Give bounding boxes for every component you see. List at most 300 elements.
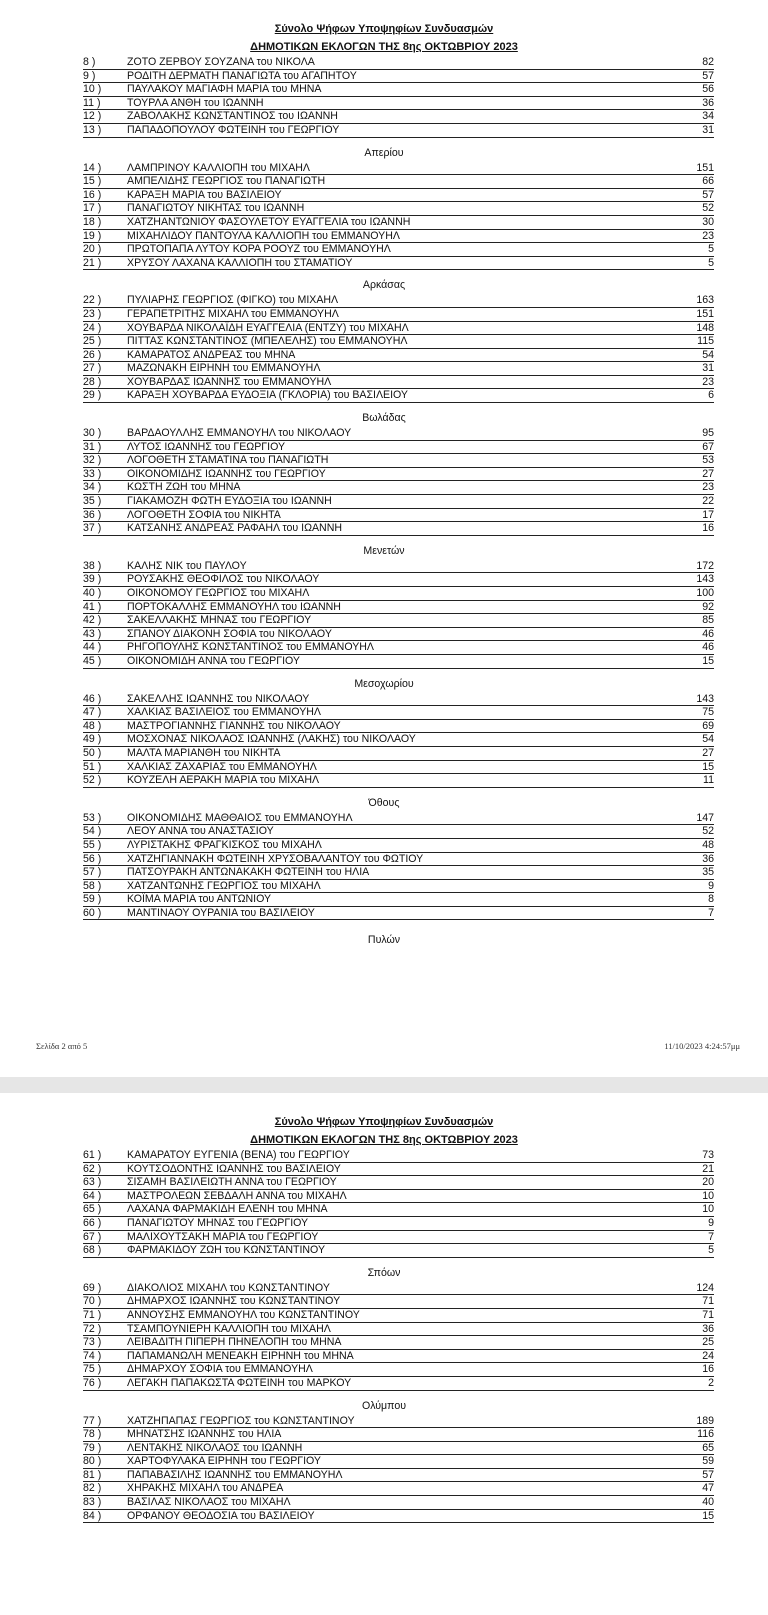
- vote-count: 23: [702, 229, 714, 242]
- candidate-row: [83, 70, 714, 84]
- candidate-name: ΣΙΣΑΜΗ ΒΑΣΙΛΕΙΩΤΗ ΑΝΝΑ του ΓΕΩΡΓΙΟΥ: [127, 1176, 337, 1189]
- vote-count: 54: [702, 733, 714, 746]
- vote-count: 75: [702, 706, 714, 719]
- section-heading: Ολύμπου: [361, 1399, 407, 1412]
- candidate-number: 58 ): [83, 879, 102, 892]
- vote-count: 52: [702, 825, 714, 838]
- candidate-number: 14 ): [83, 161, 102, 174]
- vote-count: 5: [708, 256, 714, 269]
- candidate-number: 73 ): [83, 1336, 102, 1349]
- candidate-row: [83, 175, 714, 189]
- candidate-row: [83, 1282, 714, 1296]
- vote-count: 92: [702, 600, 714, 613]
- candidate-number: 39 ): [83, 573, 102, 586]
- candidate-row: [83, 825, 714, 839]
- candidate-name: ΣΠΑΝΟΥ ΔΙΑΚΟΝΗ ΣΟΦΙΑ του ΝΙΚΟΛΑΟΥ: [127, 627, 332, 640]
- page-title: Σύνολο Ψήφων Υποψηφίων Συνδυασμών: [274, 1116, 494, 1128]
- candidate-name: ΠΙΤΤΑΣ ΚΩΝΣΤΑΝΤΙΝΟΣ (ΜΠΕΛΕΛΗΣ) του ΕΜΜΑΝΟΥΗΛ: [127, 335, 408, 348]
- vote-count: 15: [702, 654, 714, 667]
- candidate-row: [83, 294, 714, 308]
- candidate-number: 51 ): [83, 760, 102, 773]
- candidate-name: ΜΑΛΤΑ ΜΑΡΙΑΝΘΗ του ΝΙΚΗΤΑ: [127, 746, 281, 759]
- vote-count: 57: [702, 69, 714, 82]
- candidate-row: [83, 495, 714, 509]
- vote-count: 47: [702, 1482, 714, 1495]
- candidate-name: ΧΟΥΒΑΡΔΑ ΝΙΚΟΛΑΪΔΗ ΕΥΑΓΓΕΛΙΑ (ΕΝΤΖΥ) του ΜΙΧΑΗΛ: [127, 321, 409, 334]
- candidate-number: 16 ): [83, 188, 102, 201]
- candidate-name: ΔΙΑΚΟΛΙΟΣ ΜΙΧΑΗΛ του ΚΩΝΣΤΑΝΤΙΝΟΥ: [127, 1281, 330, 1294]
- vote-count: 95: [702, 427, 714, 440]
- candidate-number: 29 ): [83, 389, 102, 402]
- candidate-name: ΧΗΡΑΚΗΣ ΜΙΧΑΗΛ του ΑΝΔΡΕΑ: [127, 1482, 284, 1495]
- vote-count: 2: [708, 1376, 714, 1389]
- candidate-name: ΓΙΑΚΑΜΟΖΗ ΦΩΤΗ ΕΥΔΟΞΙΑ του ΙΩΑΝΝΗ: [127, 495, 332, 508]
- candidate-row: [83, 1350, 714, 1364]
- candidate-row: [83, 110, 714, 124]
- candidate-name: ΑΝΝΟΥΣΗΣ ΕΜΜΑΝΟΥΗΛ του ΚΩΝΣΤΑΝΤΙΝΟΥ: [127, 1308, 360, 1321]
- candidate-name: ΠΑΝΑΓΙΩΤΟΥ ΜΗΝΑΣ του ΓΕΩΡΓΙΟΥ: [127, 1216, 309, 1229]
- candidate-row: [83, 362, 714, 376]
- candidate-name: ΑΜΠΕΛΙΔΗΣ ΓΕΩΡΓΙΟΣ του ΠΑΝΑΓΙΩΤΗ: [127, 175, 326, 188]
- candidate-name: ΛΕΝΤΑΚΗΣ ΝΙΚΟΛΑΟΣ του ΙΩΑΝΝΗ: [127, 1441, 303, 1454]
- vote-count: 11: [703, 774, 714, 787]
- candidate-number: 21 ): [83, 256, 102, 269]
- candidate-row: [83, 1442, 714, 1456]
- candidate-number: 35 ): [83, 495, 102, 508]
- page-title: Σύνολο Ψήφων Υποψηφίων Συνδυασμών: [274, 23, 494, 35]
- candidate-row: [83, 573, 714, 587]
- vote-count: 151: [696, 307, 714, 320]
- candidate-row: [83, 1415, 714, 1429]
- candidate-row: [83, 124, 714, 138]
- candidate-name: ΛΟΓΟΘΕΤΗ ΣΤΑΜΑΤΙΝΑ του ΠΑΝΑΓΙΩΤΗ: [127, 454, 329, 467]
- candidate-row: [83, 1163, 714, 1177]
- candidate-row: [83, 1428, 714, 1442]
- candidate-number: 19 ): [83, 229, 102, 242]
- candidate-number: 13 ): [83, 123, 102, 136]
- vote-count: 172: [696, 559, 714, 572]
- vote-count: 36: [702, 1322, 714, 1335]
- candidate-row: [83, 243, 714, 257]
- candidate-name: ΛΑΧΑΝΑ ΦΑΡΜΑΚΙΔΗ ΕΛΕΝΗ του ΜΗΝΑ: [127, 1203, 328, 1216]
- candidate-name: ΖΟΤΟ ΖΕΡΒΟΥ ΣΟΥΖΑΝΑ του ΝΙΚΟΛΑ: [127, 56, 315, 68]
- vote-count: 56: [702, 83, 714, 96]
- candidate-number: 30 ): [83, 427, 102, 440]
- candidate-name: ΔΗΜΑΡΧΟΥ ΣΟΦΙΑ του ΕΜΜΑΝΟΥΗΛ: [127, 1363, 313, 1376]
- vote-count: 54: [702, 348, 714, 361]
- vote-count: 15: [702, 1509, 714, 1522]
- candidate-name: ΚΟΥΤΣΟΔΟΝΤΗΣ ΙΩΑΝΝΗΣ του ΒΑΣΙΛΕΙΟΥ: [127, 1162, 341, 1175]
- candidate-row: [83, 1496, 714, 1510]
- section-heading: Μενετών: [363, 544, 405, 557]
- candidate-number: 76 ): [83, 1376, 102, 1389]
- page-subtitle: ΔΗΜΟΤΙΚΩΝ ΕΚΛΟΓΩΝ ΤΗΣ 8ης ΟΚΤΩΒΡΙΟΥ 2023: [250, 1134, 518, 1146]
- candidate-name: ΒΑΣΙΛΑΣ ΝΙΚΟΛΑΟΣ του ΜΙΧΑΗΛ: [127, 1496, 291, 1509]
- candidate-number: 56 ): [83, 852, 102, 865]
- section-heading: Αρκάσας: [362, 279, 406, 292]
- vote-count: 27: [702, 746, 714, 759]
- vote-count: 124: [696, 1281, 714, 1294]
- results-page-3: [0, 1093, 768, 1615]
- vote-count: 31: [702, 123, 714, 136]
- vote-count: 31: [702, 362, 714, 375]
- candidate-name: ΚΩΣΤΗ ΖΩΗ του ΜΗΝΑ: [127, 481, 241, 494]
- section-heading: Απερίου: [364, 146, 404, 159]
- candidate-number: 15 ): [83, 175, 102, 188]
- candidate-name: ΟΡΦΑΝΟΥ ΘΕΟΔΟΣΙΑ του ΒΑΣΙΛΕΙΟΥ: [127, 1509, 315, 1522]
- vote-count: 143: [696, 692, 714, 705]
- candidate-name: ΚΑΛΗΣ ΝΙΚ του ΠΑΥΛΟΥ: [127, 559, 247, 572]
- vote-count: 143: [696, 573, 714, 586]
- candidate-number: 81 ): [83, 1468, 102, 1481]
- candidate-row: [83, 614, 714, 628]
- candidate-row: [83, 774, 714, 788]
- candidate-name: ΖΑΒΟΛΑΚΗΣ ΚΩΝΣΤΑΝΤΙΝΟΣ του ΙΩΑΝΝΗ: [127, 110, 338, 123]
- candidate-name: ΜΑΣΤΡΟΓΙΑΝΝΗΣ ΓΙΑΝΝΗΣ του ΝΙΚΟΛΑΟΥ: [127, 719, 341, 732]
- candidate-row: [83, 230, 714, 244]
- candidate-name: ΚΟΥΖΕΛΗ ΑΕΡΑΚΗ ΜΑΡΙΑ του ΜΙΧΑΗΛ: [127, 774, 320, 787]
- candidate-row: [83, 522, 714, 536]
- vote-count: 36: [702, 96, 714, 109]
- vote-count: 46: [702, 641, 714, 654]
- candidate-number: 52 ): [83, 774, 102, 787]
- candidate-number: 71 ): [83, 1308, 102, 1321]
- vote-count: 5: [708, 1244, 714, 1257]
- vote-count: 23: [702, 375, 714, 388]
- candidate-row: [83, 1190, 714, 1204]
- candidate-row: [83, 1203, 714, 1217]
- vote-count: 16: [702, 522, 714, 535]
- candidate-name: ΚΑΡΑΞΗ ΜΑΡΙΑ του ΒΑΣΙΛΕΙΟΥ: [127, 188, 282, 201]
- vote-count: 116: [697, 1428, 714, 1441]
- results-table: [0, 56, 768, 920]
- candidate-row: [83, 693, 714, 707]
- vote-count: 73: [702, 1149, 714, 1161]
- candidate-number: 24 ): [83, 321, 102, 334]
- candidate-number: 61 ): [83, 1149, 102, 1161]
- candidate-name: ΓΕΡΑΠΕΤΡΙΤΗΣ ΜΙΧΑΗΛ του ΕΜΜΑΝΟΥΗΛ: [127, 307, 339, 320]
- candidate-number: 75 ): [83, 1363, 102, 1376]
- vote-count: 17: [702, 508, 714, 521]
- candidate-name: ΚΑΜΑΡΑΤΟΥ ΕΥΓΕΝΙΑ (ΒΕΝΑ) του ΓΕΩΡΓΙΟΥ: [127, 1149, 350, 1161]
- candidate-number: 20 ): [83, 243, 102, 256]
- vote-count: 59: [702, 1455, 714, 1468]
- candidate-number: 64 ): [83, 1189, 102, 1202]
- candidate-row: [83, 308, 714, 322]
- vote-count: 9: [708, 879, 714, 892]
- candidate-row: [83, 1482, 714, 1496]
- candidate-row: [83, 481, 714, 495]
- candidate-number: 23 ): [83, 307, 102, 320]
- candidate-row: [83, 1295, 714, 1309]
- candidate-number: 59 ): [83, 893, 102, 906]
- candidate-number: 62 ): [83, 1162, 102, 1175]
- candidate-number: 46 ): [83, 692, 102, 705]
- candidate-name: ΠΡΩΤΟΠΑΠΑ ΛΥΤΟΥ ΚΟΡΑ ΡΟΟΥΖ του ΕΜΜΑΝΟΥΗΛ: [127, 243, 391, 256]
- vote-count: 71: [702, 1295, 714, 1308]
- candidate-row: [83, 880, 714, 894]
- candidate-name: ΒΑΡΔΑΟΥΛΛΗΣ ΕΜΜΑΝΟΥΗΛ του ΝΙΚΟΛΑΟΥ: [127, 427, 352, 440]
- candidate-row: [83, 641, 714, 655]
- candidate-number: 65 ): [83, 1203, 102, 1216]
- candidate-name: ΠΟΡΤΟΚΑΛΛΗΣ ΕΜΜΑΝΟΥΗΛ του ΙΩΑΝΝΗ: [127, 600, 341, 613]
- candidate-name: ΦΑΡΜΑΚΙΔΟΥ ΖΩΗ του ΚΩΝΣΤΑΝΤΙΝΟΥ: [127, 1244, 326, 1257]
- candidate-number: 22 ): [83, 294, 102, 307]
- vote-count: 22: [702, 495, 714, 508]
- candidate-number: 9 ): [83, 69, 96, 82]
- candidate-row: [83, 839, 714, 853]
- candidate-row: [83, 907, 714, 921]
- candidate-row: [83, 349, 714, 363]
- page-number: Σελίδα 2 από 5: [36, 1041, 88, 1051]
- candidate-row: [83, 1510, 714, 1524]
- candidate-name: ΜΟΣΧΟΝΑΣ ΝΙΚΟΛΑΟΣ ΙΩΑΝΝΗΣ (ΛΑΚΗΣ) του ΝΙΚΟΛΑΟΥ: [127, 733, 416, 746]
- candidate-name: ΔΗΜΑΡΧΟΣ ΙΩΑΝΝΗΣ του ΚΩΝΣΤΑΝΤΙΝΟΥ: [127, 1295, 341, 1308]
- candidate-row: [83, 628, 714, 642]
- candidate-name: ΡΗΓΟΠΟΥΛΗΣ ΚΩΝΣΤΑΝΤΙΝΟΣ του ΕΜΜΑΝΟΥΗΛ: [127, 641, 375, 654]
- vote-count: 66: [702, 175, 714, 188]
- candidate-name: ΠΑΥΛΑΚΟΥ ΜΑΓΙΑΦΗ ΜΑΡΙΑ του ΜΗΝΑ: [127, 83, 322, 96]
- candidate-name: ΛΑΜΠΡΙΝΟΥ ΚΑΛΛΙΟΠΗ του ΜΙΧΑΗΛ: [127, 161, 310, 174]
- candidate-name: ΛΥΤΟΣ ΙΩΑΝΝΗΣ του ΓΕΩΡΓΙΟΥ: [127, 440, 286, 453]
- candidate-row: [83, 812, 714, 826]
- candidate-row: [83, 733, 714, 747]
- candidate-number: 68 ): [83, 1244, 102, 1257]
- section-heading: Σπόων: [367, 1266, 401, 1279]
- candidate-number: 12 ): [83, 110, 102, 123]
- candidate-name: ΠΑΤΣΟΥΡΑΚΗ ΑΝΤΩΝΑΚΑΚΗ ΦΩΤΕΙΝΗ του ΗΛΙΑ: [127, 866, 370, 879]
- candidate-row: [83, 1336, 714, 1350]
- candidate-number: 37 ): [83, 522, 102, 535]
- vote-count: 24: [702, 1349, 714, 1362]
- candidate-number: 28 ): [83, 375, 102, 388]
- vote-count: 20: [702, 1176, 714, 1189]
- vote-count: 189: [696, 1414, 714, 1427]
- vote-count: 21: [702, 1162, 714, 1175]
- candidate-name: ΠΑΠΑΒΑΣΙΛΗΣ ΙΩΑΝΝΗΣ του ΕΜΜΑΝΟΥΗΛ: [127, 1468, 343, 1481]
- candidate-name: ΚΑΡΑΞΗ ΧΟΥΒΑΡΔΑ ΕΥΔΟΞΙΑ (ΓΚΛΟΡΙΑ) του ΒΑΣΙΛΕΙΟΥ: [127, 389, 408, 402]
- candidate-name: ΟΙΚΟΝΟΜΙΔΗΣ ΜΑΘΘΑΙΟΣ του ΕΜΜΑΝΟΥΗΛ: [127, 811, 353, 824]
- candidate-row: [83, 1309, 714, 1323]
- candidate-number: 72 ): [83, 1322, 102, 1335]
- candidate-row: [83, 1377, 714, 1391]
- candidate-name: ΛΕΓΑΚΗ ΠΑΠΑΚΩΣΤΑ ΦΩΤΕΙΝΗ του ΜΑΡΚΟΥ: [127, 1376, 352, 1389]
- candidate-row: [83, 97, 714, 111]
- candidate-row: [83, 454, 714, 468]
- candidate-name: ΤΣΑΜΠΟΥΝΙΕΡΗ ΚΑΛΛΙΟΠΗ του ΜΙΧΑΗΛ: [127, 1322, 331, 1335]
- vote-count: 53: [702, 454, 714, 467]
- candidate-row: [83, 427, 714, 441]
- candidate-name: ΟΙΚΟΝΟΜΙΔΗΣ ΙΩΑΝΝΗΣ του ΓΕΩΡΓΙΟΥ: [127, 467, 326, 480]
- vote-count: 148: [696, 321, 714, 334]
- candidate-name: ΜΑΝΤΙΝΑΟΥ ΟΥΡΑΝΙΑ του ΒΑΣΙΛΕΙΟΥ: [127, 906, 315, 919]
- candidate-row: [83, 322, 714, 336]
- candidate-row: [83, 56, 714, 70]
- candidate-name: ΡΟΥΣΑΚΗΣ ΘΕΟΦΙΛΟΣ του ΝΙΚΟΛΑΟΥ: [127, 573, 320, 586]
- candidate-number: 44 ): [83, 641, 102, 654]
- candidate-number: 42 ): [83, 614, 102, 627]
- candidate-name: ΧΑΡΤΟΦΥΛΑΚΑ ΕΙΡΗΝΗ του ΓΕΩΡΓΙΟΥ: [127, 1455, 322, 1468]
- candidate-name: ΚΑΜΑΡΑΤΟΣ ΑΝΔΡΕΑΣ του ΜΗΝΑ: [127, 348, 296, 361]
- vote-count: 7: [708, 1230, 714, 1243]
- candidate-number: 32 ): [83, 454, 102, 467]
- candidate-name: ΜΑΛΙΧΟΥΤΣΑΚΗ ΜΑΡΙΑ του ΓΕΩΡΓΙΟΥ: [127, 1230, 319, 1243]
- candidate-number: 82 ): [83, 1482, 102, 1495]
- vote-count: 36: [702, 852, 714, 865]
- candidate-row: [83, 1323, 714, 1337]
- candidate-number: 80 ): [83, 1455, 102, 1468]
- candidate-name: ΜΙΧΑΗΛΙΔΟΥ ΠΑΝΤΟΥΛΑ ΚΑΛΛΙΟΠΗ του ΕΜΜΑΝΟΥΗΛ: [127, 229, 400, 242]
- candidate-name: ΣΑΚΕΛΛΗΣ ΙΩΑΝΝΗΣ του ΝΙΚΟΛΑΟΥ: [127, 692, 310, 705]
- candidate-name: ΧΑΤΖΑΝΤΩΝΗΣ ΓΕΩΡΓΙΟΣ του ΜΙΧΑΗΛ: [127, 879, 321, 892]
- candidate-name: ΤΟΥΡΛΑ ΑΝΘΗ του ΙΩΑΝΝΗ: [127, 96, 264, 109]
- candidate-row: [83, 587, 714, 601]
- candidate-number: 70 ): [83, 1295, 102, 1308]
- vote-count: 15: [702, 760, 714, 773]
- candidate-name: ΜΑΖΩΝΑΚΗ ΕΙΡΗΝΗ του ΕΜΜΑΝΟΥΗΛ: [127, 362, 321, 375]
- vote-count: 35: [702, 866, 714, 879]
- candidate-row: [83, 601, 714, 615]
- vote-count: 115: [697, 335, 714, 348]
- candidate-name: ΠΑΝΑΓΙΩΤΟΥ ΝΙΚΗΤΑΣ του ΙΩΑΝΝΗ: [127, 202, 305, 215]
- candidate-row: [83, 866, 714, 880]
- candidate-number: 26 ): [83, 348, 102, 361]
- candidate-name: ΜΑΣΤΡΟΛΕΩΝ ΣΕΒΔΑΛΗ ΑΝΝΑ του ΜΙΧΑΗΛ: [127, 1189, 347, 1202]
- candidate-number: 63 ): [83, 1176, 102, 1189]
- vote-count: 40: [702, 1496, 714, 1509]
- candidate-name: ΧΡΥΣΟΥ ΛΑΧΑΝΑ ΚΑΛΛΙΟΠΗ του ΣΤΑΜΑΤΙΟΥ: [127, 256, 353, 269]
- candidate-number: 36 ): [83, 508, 102, 521]
- candidate-row: [83, 441, 714, 455]
- candidate-number: 67 ): [83, 1230, 102, 1243]
- candidate-number: 57 ): [83, 866, 102, 879]
- candidate-row: [83, 1176, 714, 1190]
- candidate-number: 84 ): [83, 1509, 102, 1522]
- candidate-name: ΧΑΤΖΗΠΑΠΑΣ ΓΕΩΡΓΙΟΣ του ΚΩΝΣΤΑΝΤΙΝΟΥ: [127, 1414, 355, 1427]
- candidate-row: [83, 761, 714, 775]
- candidate-row: [83, 747, 714, 761]
- section-heading: Μεσοχωρίου: [354, 677, 414, 690]
- candidate-row: [83, 1217, 714, 1231]
- section-heading: Όθους: [368, 796, 400, 809]
- candidate-row: [83, 257, 714, 271]
- candidate-row: [83, 162, 714, 176]
- candidate-number: 79 ): [83, 1441, 102, 1454]
- candidate-number: 40 ): [83, 587, 102, 599]
- vote-count: 8: [708, 893, 714, 906]
- candidate-number: 54 ): [83, 825, 102, 838]
- candidate-number: 17 ): [83, 202, 102, 215]
- candidate-row: [83, 202, 714, 216]
- candidate-row: [83, 1244, 714, 1258]
- vote-count: 10: [702, 1189, 714, 1202]
- vote-count: 5: [708, 243, 714, 256]
- candidate-number: 31 ): [83, 440, 102, 453]
- candidate-row: [83, 893, 714, 907]
- vote-count: 52: [702, 202, 714, 215]
- section-heading: Πυλών: [367, 934, 401, 947]
- candidate-number: 83 ): [83, 1496, 102, 1509]
- vote-count: 57: [702, 188, 714, 201]
- vote-count: 9: [708, 1216, 714, 1229]
- vote-count: 25: [702, 1336, 714, 1349]
- vote-count: 34: [702, 110, 714, 123]
- results-table: [0, 1149, 768, 1523]
- section-heading: Βωλάδας: [362, 412, 406, 425]
- vote-count: 46: [702, 627, 714, 640]
- candidate-name: ΧΟΥΒΑΡΔΑΣ ΙΩΑΝΝΗΣ του ΕΜΜΑΝΟΥΗΛ: [127, 375, 332, 388]
- candidate-name: ΚΑΤΣΑΝΗΣ ΑΝΔΡΕΑΣ ΡΑΦΑΗΛ του ΙΩΑΝΝΗ: [127, 522, 343, 535]
- candidate-number: 50 ): [83, 746, 102, 759]
- candidate-row: [83, 655, 714, 669]
- candidate-number: 33 ): [83, 467, 102, 480]
- vote-count: 23: [702, 481, 714, 494]
- candidate-name: ΧΑΤΖΗΑΝΤΩΝΙΟΥ ΦΑΣΟΥΛΕΤΟΥ ΕΥΑΓΓΕΛΙΑ του ΙΩΑΝΝΗ: [127, 215, 411, 228]
- candidate-row: [83, 1469, 714, 1483]
- candidate-number: 11 ): [83, 96, 101, 109]
- print-timestamp: 11/10/2023 4:24:57μμ: [664, 1041, 740, 1051]
- vote-count: 6: [708, 389, 714, 402]
- vote-count: 100: [696, 587, 714, 599]
- vote-count: 27: [702, 467, 714, 480]
- candidate-row: [83, 335, 714, 349]
- candidate-number: 27 ): [83, 362, 102, 375]
- vote-count: 67: [702, 440, 714, 453]
- candidate-row: [83, 468, 714, 482]
- candidate-row: [83, 509, 714, 523]
- vote-count: 7: [708, 906, 714, 919]
- candidate-number: 69 ): [83, 1281, 102, 1294]
- candidate-number: 45 ): [83, 654, 102, 667]
- candidate-name: ΛΕΙΒΑΔΙΤΗ ΠΙΠΕΡΗ ΠΗΝΕΛΟΠΗ του ΜΗΝΑ: [127, 1336, 342, 1349]
- candidate-row: [83, 1363, 714, 1377]
- candidate-row: [83, 720, 714, 734]
- candidate-name: ΛΟΓΟΘΕΤΗ ΣΟΦΙΑ του ΝΙΚΗΤΑ: [127, 508, 281, 521]
- candidate-name: ΚΟΪΜΑ ΜΑΡΙΑ του ΑΝΤΩΝΙΟΥ: [127, 893, 272, 906]
- candidate-row: [83, 560, 714, 574]
- candidate-name: ΠΑΠΑΔΟΠΟΥΛΟΥ ΦΩΤΕΙΝΗ του ΓΕΩΡΓΙΟΥ: [127, 123, 340, 136]
- candidate-number: 77 ): [83, 1414, 102, 1427]
- candidate-name: ΠΥΛΙΑΡΗΣ ΓΕΩΡΓΙΟΣ (ΦΙΓΚΟ) του ΜΙΧΑΗΛ: [127, 294, 339, 307]
- vote-count: 10: [702, 1203, 714, 1216]
- candidate-number: 47 ): [83, 706, 102, 719]
- candidate-name: ΛΥΡΙΣΤΑΚΗΣ ΦΡΑΓΚΙΣΚΟΣ του ΜΙΧΑΗΛ: [127, 838, 322, 851]
- candidate-number: 34 ): [83, 481, 102, 494]
- vote-count: 48: [702, 838, 714, 851]
- candidate-number: 8 ): [83, 56, 96, 68]
- candidate-name: ΜΗΝΑΤΣΗΣ ΙΩΑΝΝΗΣ του ΗΛΙΑ: [127, 1428, 282, 1441]
- candidate-row: [83, 376, 714, 390]
- candidate-number: 49 ): [83, 733, 102, 746]
- candidate-name: ΧΑΛΚΙΑΣ ΒΑΣΙΛΕΙΟΣ του ΕΜΜΑΝΟΥΗΛ: [127, 706, 322, 719]
- candidate-number: 25 ): [83, 335, 102, 348]
- candidate-number: 48 ): [83, 719, 102, 732]
- vote-count: 30: [702, 215, 714, 228]
- vote-count: 82: [702, 56, 714, 68]
- candidate-name: ΧΑΛΚΙΑΣ ΖΑΧΑΡΙΑΣ του ΕΜΜΑΝΟΥΗΛ: [127, 760, 317, 773]
- candidate-row: [83, 706, 714, 720]
- candidate-number: 18 ): [83, 215, 102, 228]
- candidate-number: 74 ): [83, 1349, 102, 1362]
- candidate-number: 66 ): [83, 1216, 102, 1229]
- candidate-row: [83, 1455, 714, 1469]
- candidate-number: 78 ): [83, 1428, 102, 1441]
- vote-count: 57: [702, 1468, 714, 1481]
- candidate-row: [83, 83, 714, 97]
- candidate-name: ΛΕΟΥ ΑΝΝΑ του ΑΝΑΣΤΑΣΙΟΥ: [127, 825, 274, 838]
- candidate-number: 10 ): [83, 83, 102, 96]
- candidate-name: ΡΟΔΙΤΗ ΔΕΡΜΑΤΗ ΠΑΝΑΓΙΩΤΑ του ΑΓΑΠΗΤΟΥ: [127, 69, 357, 82]
